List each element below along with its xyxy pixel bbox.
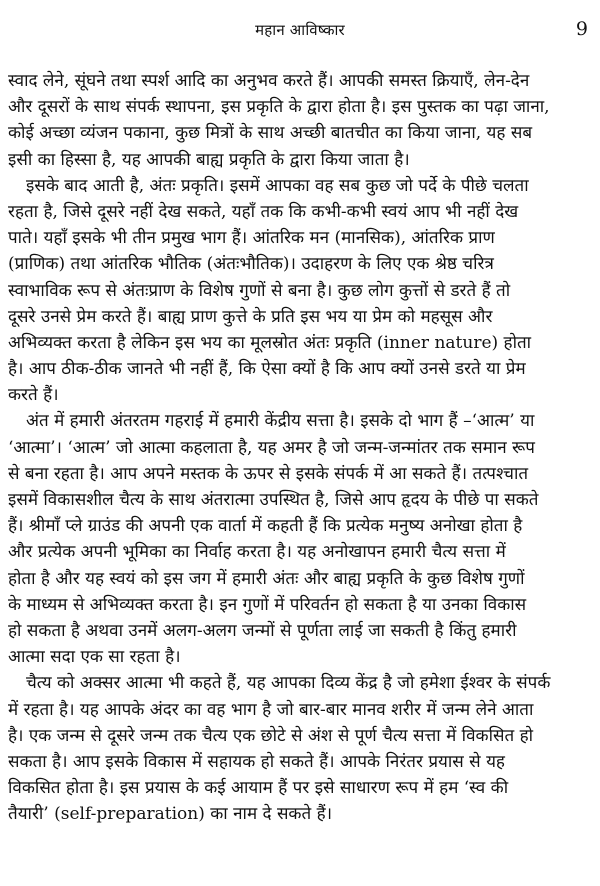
text-line: में रहता है। यह आपके अंदर का वह भाग है जो बार-बार मानव शरीर में जन्म लेने आता [8, 699, 534, 720]
body-text [8, 68, 592, 827]
text-line: रहता है, जिसे दूसरे नहीं देख सकते, यहाँ तक कि कभी-कभी स्वयं आप भी नहीं देख [8, 201, 519, 222]
text-line: स्वाद लेने, सूंघने तथा स्पर्श आदि का अनुभव करते हैं। आपकी समस्त क्रियाएँ, लेन-देन [8, 71, 530, 91]
text-line: अंत में हमारी अंतरतम गहराई में हमारी केंद्रीय सत्ता है। इसके दो भाग हैं –‘आत्म’ या [26, 411, 535, 432]
text-line: दूसरे उनसे प्रेम करते हैं। बाह्य प्राण कुत्ते के प्रति इस भय या प्रेम को महसूस और [8, 306, 493, 327]
text-line: पाते। यहाँ इसके भी तीन प्रमुख भाग हैं। आंतरिक मन (मानसिक), आंतरिक प्राण [8, 228, 495, 249]
text-line: हैं। श्रीमाँ प्ले ग्राउंड की अपनी एक वार्ता में कहती हैं कि प्रत्येक मनुष्य अनोखा होता है [8, 516, 523, 537]
text-line: इसमें विकासशील चैत्य के साथ अंतरात्मा उपस्थित है, जिसे आप हृदय के पीछे पा सकते [8, 490, 539, 510]
paragraph [8, 68, 592, 173]
text-line: ‘आत्मा’। ‘आत्म’ जो आत्मा कहलाता है, यह अमर है जो जन्म-जन्मांतर तक समान रूप [8, 437, 535, 458]
text-line: इसी का हिस्सा है, यह आपकी बाह्य प्रकृति के द्वारा किया जाता है। [8, 149, 410, 170]
text-line: हो सकता है अथवा उनमें अलग-अलग जन्मों से पूर्णता लाई जा सकती है किंतु हमारी [8, 620, 517, 641]
text-line: आत्मा सदा एक सा रहता है। [8, 647, 181, 668]
text-line: है। आप ठीक-ठीक जानते भी नहीं हैं, कि ऐसा क्यों है कि आप क्यों उनसे डरते या प्रेम [8, 359, 526, 380]
text-line: होता है और यह स्वयं को इस जग में हमारी अंतः और बाह्य प्रकृति के कुछ विशेष गुणों [8, 568, 525, 589]
text-line: (प्राणिक) तथा आंतरिक भौतिक (अंतःभौतिक)। उदाहरण के लिए एक श्रेष्ठ चरित्र [8, 254, 494, 275]
paragraph [8, 670, 592, 827]
text-line: से बना रहता है। आप अपने मस्तक के ऊपर से इसके संपर्क में आ सकते हैं। तत्पश्चात [8, 463, 529, 484]
text-line: कोई अच्छा व्यंजन पकाना, कुछ मित्रों के साथ अच्छी बातचीत का किया जाना, यह सब [8, 123, 533, 144]
running-title: महान आविष्कार [255, 21, 345, 39]
text-line: है। एक जन्म से दूसरे जन्म तक चैत्य एक छोटे से अंश से पूर्ण चैत्य सत्ता में विकसित हो [8, 725, 534, 746]
text-line: विकसित होता है। इस प्रयास के कई आयाम हैं पर इसे साधारण रूप में हम ‘स्व की [8, 778, 509, 799]
text-line: तैयारी’ (self-preparation) का नाम दे सकते हैं। [8, 804, 333, 825]
paragraph [8, 408, 592, 670]
text-line: और प्रत्येक अपनी भूमिका का निर्वाह करता है। यह अनोखापन हमारी चैत्य सत्ता में [8, 542, 506, 563]
text-line: इसके बाद आती है, अंतः प्रकृति। इसमें आपका वह सब कुछ जो पर्दे के पीछे चलता [26, 175, 529, 196]
page-number: 9 [575, 18, 588, 40]
text-line: सकता है। आप इसके विकास में सहायक हो सकते हैं। आपके निरंतर प्रयास से यह [8, 751, 505, 772]
page-header [0, 20, 600, 44]
text-line: स्वाभाविक रूप से अंतःप्राण के विशेष गुणों से बना है। कुछ लोग कुत्तों से डरते हैं तो [8, 280, 511, 301]
text-line: अभिव्यक्त करता है लेकिन इस भय का मूलस्रोत अंतः प्रकृति (inner nature) होता [8, 332, 532, 353]
paragraph [8, 173, 592, 409]
text-line: और दूसरों के साथ संपर्क स्थापना, इस प्रकृति के द्वारा होता है। इस पुस्तक का पढ़ा जाना, [8, 97, 550, 118]
text-line: के माध्यम से अभिव्यक्त करता है। इन गुणों में परिवर्तन हो सकता है या उनका विकास [8, 594, 527, 615]
text-line: करते हैं। [8, 385, 59, 406]
text-line: चैत्य को अक्सर आत्मा भी कहते हैं, यह आपका दिव्य केंद्र है जो हमेशा ईश्वर के संपर्क [26, 673, 551, 694]
